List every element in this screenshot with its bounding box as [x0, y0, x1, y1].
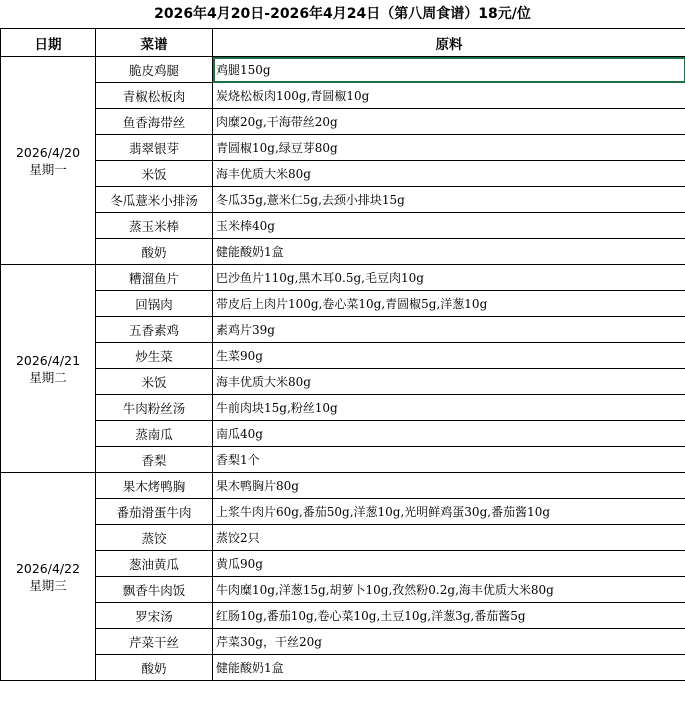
dish-cell[interactable]: 鱼香海带丝 [96, 109, 213, 135]
table-row [1, 395, 685, 421]
date-text: 2026/4/21 [15, 352, 81, 368]
date-text: 2026/4/22 [15, 560, 81, 576]
ingredients-cell[interactable]: 海丰优质大米80g [213, 369, 685, 395]
weekday-text: 星期一 [29, 161, 67, 177]
dish-cell[interactable]: 酸奶 [96, 655, 213, 681]
ingredients-cell[interactable]: 健能酸奶1盒 [213, 239, 685, 265]
ingredients-cell[interactable]: 红肠10g,番茄10g,卷心菜10g,土豆10g,洋葱3g,番茄酱5g [213, 603, 685, 629]
dish-cell[interactable]: 青椒松板肉 [96, 83, 213, 109]
ingredients-cell[interactable]: 炭烧松板肉100g,青圆椒10g [213, 83, 685, 109]
table-row [1, 161, 685, 187]
dish-cell[interactable]: 冬瓜薏米小排汤 [96, 187, 213, 213]
table-row [1, 187, 685, 213]
table-row [1, 473, 685, 499]
ingredients-cell[interactable]: 健能酸奶1盒 [213, 655, 685, 681]
header-dish[interactable]: 菜谱 [96, 29, 213, 57]
table-row [1, 421, 685, 447]
table-row [1, 57, 685, 83]
table-row [1, 629, 685, 655]
table-row [1, 577, 685, 603]
dish-cell[interactable]: 果木烤鸭胸 [96, 473, 213, 499]
dish-cell[interactable]: 蒸南瓜 [96, 421, 213, 447]
table-row [1, 499, 685, 525]
table-row [1, 213, 685, 239]
ingredients-cell[interactable]: 黄瓜90g [213, 551, 685, 577]
header-row [1, 29, 685, 57]
ingredients-cell[interactable]: 海丰优质大米80g [213, 161, 685, 187]
dish-cell[interactable]: 翡翠银芽 [96, 135, 213, 161]
dish-cell[interactable]: 香梨 [96, 447, 213, 473]
ingredients-cell[interactable]: 蒸饺2只 [213, 525, 685, 551]
date-cell[interactable] [1, 473, 96, 681]
table-row [1, 551, 685, 577]
table-row [1, 317, 685, 343]
ingredients-cell[interactable]: 生菜90g [213, 343, 685, 369]
date-cell[interactable] [1, 265, 96, 473]
date-text: 2026/4/20 [15, 144, 81, 160]
dish-cell[interactable]: 罗宋汤 [96, 603, 213, 629]
ingredients-cell[interactable]: 巴沙鱼片110g,黑木耳0.5g,毛豆肉10g [213, 265, 685, 291]
ingredients-cell[interactable]: 冬瓜35g,薏米仁5g,去颈小排块15g [213, 187, 685, 213]
ingredients-cell[interactable]: 牛肉糜10g,洋葱15g,胡萝卜10g,孜然粉0.2g,海丰优质大米80g [213, 577, 685, 603]
ingredients-cell[interactable]: 南瓜40g [213, 421, 685, 447]
table-row [1, 83, 685, 109]
dish-cell[interactable]: 葱油黄瓜 [96, 551, 213, 577]
table-row [1, 135, 685, 161]
dish-cell[interactable]: 蒸玉米棒 [96, 213, 213, 239]
table-row [1, 525, 685, 551]
table-row [1, 343, 685, 369]
dish-cell[interactable]: 酸奶 [96, 239, 213, 265]
ingredients-cell[interactable]: 芹菜30g，干丝20g [213, 629, 685, 655]
dish-cell[interactable]: 牛肉粉丝汤 [96, 395, 213, 421]
ingredients-cell[interactable]: 牛前肉块15g,粉丝10g [213, 395, 685, 421]
ingredients-cell[interactable]: 上浆牛肉片60g,番茄50g,洋葱10g,光明鲜鸡蛋30g,番茄酱10g [213, 499, 685, 525]
dish-cell[interactable]: 飘香牛肉饭 [96, 577, 213, 603]
ingredients-cell[interactable]: 果木鸭胸片80g [213, 473, 685, 499]
dish-cell[interactable]: 炒生菜 [96, 343, 213, 369]
table-row [1, 265, 685, 291]
selected-ingredients-cell[interactable]: 鸡腿150g [213, 57, 685, 83]
dish-cell[interactable]: 五香素鸡 [96, 317, 213, 343]
menu-body [1, 57, 685, 681]
ingredients-cell[interactable]: 素鸡片39g [213, 317, 685, 343]
ingredients-cell[interactable]: 香梨1个 [213, 447, 685, 473]
dish-cell[interactable]: 米饭 [96, 369, 213, 395]
weekday-text: 星期三 [29, 577, 67, 593]
dish-cell[interactable]: 糟溜鱼片 [96, 265, 213, 291]
dish-cell[interactable]: 芹菜干丝 [96, 629, 213, 655]
table-row [1, 369, 685, 395]
weekday-text: 星期二 [29, 369, 67, 385]
table-row [1, 655, 685, 681]
table-row [1, 239, 685, 265]
menu-table [0, 28, 685, 681]
table-row [1, 603, 685, 629]
dish-cell[interactable]: 脆皮鸡腿 [96, 57, 213, 83]
ingredients-cell[interactable]: 玉米棒40g [213, 213, 685, 239]
table-row [1, 291, 685, 317]
date-cell[interactable] [1, 57, 96, 265]
table-row [1, 109, 685, 135]
dish-cell[interactable]: 米饭 [96, 161, 213, 187]
table-row [1, 447, 685, 473]
dish-cell[interactable]: 番茄滑蛋牛肉 [96, 499, 213, 525]
ingredients-cell[interactable]: 带皮后上肉片100g,卷心菜10g,青圆椒5g,洋葱10g [213, 291, 685, 317]
header-ingredients[interactable]: 原料 [213, 29, 685, 57]
dish-cell[interactable]: 回锅肉 [96, 291, 213, 317]
dish-cell[interactable]: 蒸饺 [96, 525, 213, 551]
header-date[interactable]: 日期 [1, 29, 96, 57]
ingredients-cell[interactable]: 肉糜20g,干海带丝20g [213, 109, 685, 135]
ingredients-cell[interactable]: 青圆椒10g,绿豆芽80g [213, 135, 685, 161]
menu-title: 2026年4月20日-2026年4月24日（第八周食谱）18元/位 [154, 6, 531, 22]
